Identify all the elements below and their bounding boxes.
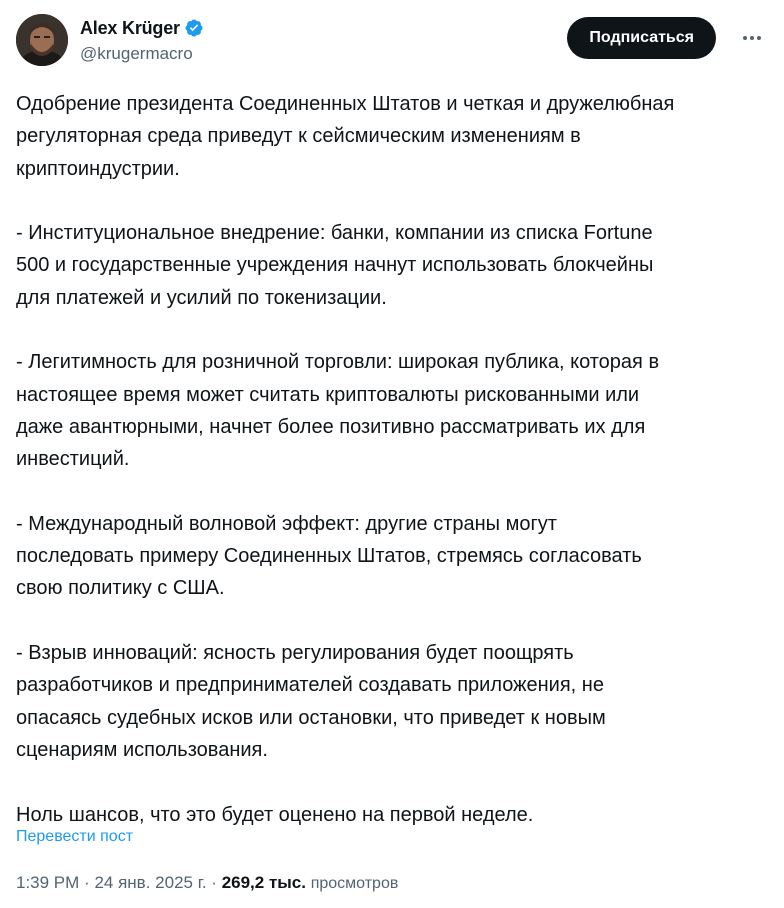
tweet-text: [16, 88, 772, 831]
tweet-time[interactable]: 1:39 PM: [16, 873, 80, 892]
more-horizontal-icon[interactable]: [738, 26, 766, 50]
tweet-line: сценариям использования.: [16, 738, 268, 761]
views-label: просмотров: [310, 875, 399, 892]
views-count: 269,2 тыс.: [221, 873, 306, 892]
tweet-line: свою политику с США.: [16, 577, 225, 600]
verified-badge-icon[interactable]: [184, 18, 204, 38]
tweet-line: - Легитимность для розничной торговли: широкая публика, которая в: [16, 351, 660, 374]
author-handle[interactable]: @krugermacro: [80, 44, 193, 63]
meta-separator: ·: [211, 873, 217, 892]
tweet-line: регуляторная среда приведут к сейсмическим изменениям в: [16, 125, 581, 148]
tweet-line: 500 и государственные учреждения начнут использовать блокчейны: [16, 254, 654, 277]
tweet-line: даже авантюрными, начнет более позитивно рассматривать их для: [16, 415, 646, 438]
author-display-name[interactable]: Alex Krüger: [80, 17, 180, 38]
avatar[interactable]: [16, 14, 68, 66]
tweet-date[interactable]: 24 янв. 2025 г.: [94, 873, 207, 892]
tweet-line: инвестиций.: [16, 448, 130, 471]
tweet-line: - Институциональное внедрение: банки, компании из списка Fortune: [16, 222, 653, 245]
tweet-line: криптоиндустрии.: [16, 157, 180, 180]
tweet-line: Ноль шансов, что это будет оценено на первой неделе.: [16, 803, 534, 826]
tweet-header: [16, 14, 768, 70]
tweet-line: - Взрыв инноваций: ясность регулирования будет поощрять: [16, 642, 574, 665]
tweet-line: Одобрение президента Соединенных Штатов и четкая и дружелюбная: [16, 93, 675, 115]
tweet-line: опасаясь судебных исков или остановки, что приведет к новым: [16, 706, 606, 729]
tweet-line: - Международный волновой эффект: другие страны могут: [16, 512, 557, 535]
author-info: [80, 16, 204, 64]
tweet-line: настоящее время может считать криптовалюты рискованными или: [16, 383, 640, 406]
translate-post-link[interactable]: Перевести пост: [16, 828, 134, 845]
tweet-line: последовать примеру Соединенных Штатов, стремясь согласовать: [16, 545, 642, 568]
meta-separator: ·: [84, 873, 90, 892]
avatar-photo-icon: [16, 14, 68, 66]
tweet-line: разработчиков и предпринимателей создавать приложения, не: [16, 674, 604, 697]
follow-button[interactable]: Подписаться: [567, 17, 716, 59]
tweet-line: для платежей и усилий по токенизации.: [16, 286, 387, 309]
tweet-meta: [16, 873, 398, 893]
